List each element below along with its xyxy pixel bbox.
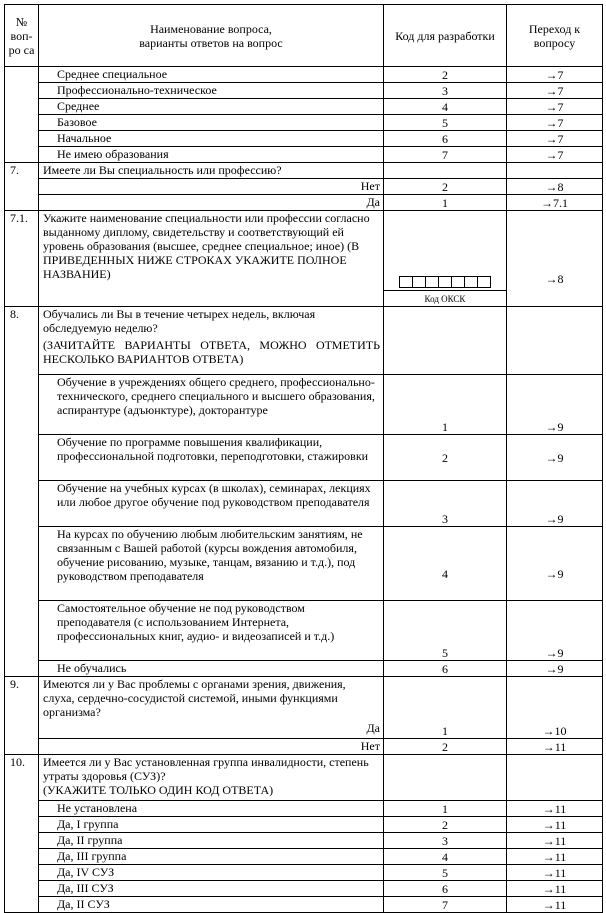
q8-option-code[interactable]: 6 — [384, 661, 507, 677]
q6-option-go: →7 — [507, 147, 603, 163]
q10-option-code[interactable]: 4 — [384, 849, 507, 865]
q10-option-code[interactable]: 6 — [384, 881, 507, 897]
q10-option-go: →11 — [507, 801, 603, 817]
header-row — [5, 5, 603, 67]
q71-question-text: Укажите наименование специальности или профессии согласно выданному диплому, свидетельству и соответствующий ей уровень образования (высшее, среднее специальное; иное) (В ПРИВЕДЕННЫХ НИЖЕ СТРОКАХ УКАЖИТЕ ПОЛНОЕ НАЗВАНИЕ) — [39, 211, 384, 307]
header-name — [39, 5, 384, 67]
ocsk-box[interactable] — [477, 276, 491, 288]
q9-option-code[interactable]: 2 — [384, 739, 507, 755]
q9-option-label: Нет — [39, 739, 384, 755]
q71-row — [5, 211, 603, 307]
q7-question-text: Имеете ли Вы специальность или профессию? — [39, 163, 384, 179]
q10-option-row — [5, 849, 603, 865]
q7-go-cell — [507, 163, 603, 179]
q9-option-row — [5, 739, 603, 755]
q6-option-code[interactable]: 3 — [384, 83, 507, 99]
q6-option-label: Не имею образования — [39, 147, 384, 163]
q6-option-label: Профессионально-техническое — [39, 83, 384, 99]
q6-option-go: →7 — [507, 67, 603, 83]
q10-option-go: →11 — [507, 897, 603, 913]
q7-number: 7. — [5, 163, 39, 211]
q6-option-row — [5, 99, 603, 115]
q10-option-row — [5, 801, 603, 817]
q7-option-code[interactable]: 1 — [384, 195, 507, 211]
q9-option-code[interactable]: 1 — [384, 677, 507, 739]
q6-option-code[interactable]: 7 — [384, 147, 507, 163]
q9-number: 9. — [5, 677, 39, 755]
q8-code-cell — [384, 307, 507, 375]
q7-option-code[interactable]: 2 — [384, 179, 507, 195]
q8-option-label: Самостоятельное обучение не под руководством преподавателя (с использованием Интернета, профессиональных книг, аудио- и видеозаписей и т.д.) — [39, 601, 384, 661]
q6-option-label: Начальное — [39, 131, 384, 147]
q7-option-label: Да — [39, 195, 384, 211]
q7-option-row — [5, 195, 603, 211]
q8-option-go: →9 — [507, 661, 603, 677]
q8-number: 8. — [5, 307, 39, 677]
q10-option-row — [5, 833, 603, 849]
ocsk-box[interactable] — [464, 276, 478, 288]
q7-code-cell — [384, 163, 507, 179]
ocsk-box[interactable] — [425, 276, 439, 288]
q6-option-row — [5, 83, 603, 99]
q10-number: 10. — [5, 755, 39, 913]
ocsk-box[interactable] — [399, 276, 413, 288]
q10-option-row — [5, 897, 603, 913]
q8-option-code[interactable]: 2 — [384, 435, 507, 481]
header-code: Код для разработки — [384, 5, 507, 67]
q10-option-code[interactable]: 3 — [384, 833, 507, 849]
q8-question-cell — [39, 307, 384, 375]
ocsk-box[interactable] — [451, 276, 465, 288]
q10-option-code[interactable]: 2 — [384, 817, 507, 833]
q6-option-row — [5, 147, 603, 163]
q6-option-go: →7 — [507, 131, 603, 147]
q10-option-go: →11 — [507, 833, 603, 849]
q8-go-cell — [507, 307, 603, 375]
q10-option-label: Да, II группа — [39, 833, 384, 849]
q7-option-go: →7.1 — [507, 195, 603, 211]
q6-option-code[interactable]: 5 — [384, 115, 507, 131]
q6-option-row — [5, 115, 603, 131]
q6-option-row — [5, 67, 603, 83]
header-num: № воп-ро са — [5, 5, 39, 67]
q10-option-go: →11 — [507, 865, 603, 881]
q9-option-go: →11 — [507, 739, 603, 755]
q8-option-row — [5, 661, 603, 677]
ocsk-code-boxes[interactable] — [387, 276, 503, 288]
ocsk-box[interactable] — [438, 276, 452, 288]
q9-option-go: →10 — [507, 677, 603, 739]
q6-option-label: Среднее — [39, 99, 384, 115]
q71-number: 7.1. — [5, 211, 39, 307]
q7-option-row — [5, 179, 603, 195]
q6-option-go: →7 — [507, 99, 603, 115]
q10-option-code[interactable]: 7 — [384, 897, 507, 913]
q10-option-label: Да, III СУЗ — [39, 881, 384, 897]
q10-option-go: →11 — [507, 849, 603, 865]
q8-option-code[interactable]: 4 — [384, 527, 507, 601]
q10-option-code[interactable]: 1 — [384, 801, 507, 817]
q10-option-code[interactable]: 5 — [384, 865, 507, 881]
q8-option-row — [5, 527, 603, 601]
q10-option-label: Да, II СУЗ — [39, 897, 384, 913]
q8-option-go: →9 — [507, 527, 603, 601]
header-go: Переход к вопросу — [507, 5, 603, 67]
q9-question-row — [5, 677, 603, 739]
q8-question-row — [5, 307, 603, 375]
header-name-line1: Наименование вопроса, — [150, 21, 272, 36]
q10-option-row — [5, 817, 603, 833]
q10-option-go: →11 — [507, 817, 603, 833]
q8-option-row — [5, 601, 603, 661]
ocsk-label: Код ОКСК — [384, 290, 506, 306]
q6-num-cell — [5, 67, 39, 163]
q10-option-label: Да, IV СУЗ — [39, 865, 384, 881]
q8-option-label: Обучение в учреждениях общего среднего, профессионально-технического, среднего специального и высшего образования, аспирантуре (адъюнктуре), докторантуре — [39, 375, 384, 435]
q8-question-text: Обучались ли Вы в течение четырех недель, включая обследуемую неделю? — [43, 307, 316, 335]
q71-go: →8 — [507, 211, 603, 307]
q8-option-go: →9 — [507, 375, 603, 435]
q8-option-label: Обучение на учебных курсах (в школах), семинарах, лекциях или любое другое обучение под руководством преподавателя — [39, 481, 384, 527]
q6-option-label: Среднее специальное — [39, 67, 384, 83]
q8-option-row — [5, 375, 603, 435]
q10-option-row — [5, 865, 603, 881]
q10-code-cell — [384, 755, 507, 801]
q6-option-code[interactable]: 4 — [384, 99, 507, 115]
q8-option-label: Не обучались — [39, 661, 384, 677]
header-name-line2: варианты ответов на вопрос — [139, 35, 283, 50]
ocsk-box[interactable] — [412, 276, 426, 288]
q8-option-row — [5, 435, 603, 481]
q10-question-text: Имеется ли у Вас установленная группа инвалидности, степень утраты здоровья (СУЗ)? — [43, 755, 369, 783]
q6-option-row — [5, 131, 603, 147]
q10-question-cell — [39, 755, 384, 801]
q8-option-code[interactable]: 3 — [384, 481, 507, 527]
q6-option-code[interactable]: 2 — [384, 67, 507, 83]
q8-option-go: →9 — [507, 481, 603, 527]
q71-ocsk-cell — [384, 211, 507, 307]
q10-option-label: Да, III группа — [39, 849, 384, 865]
q8-option-row — [5, 481, 603, 527]
q10-option-label: Да, I группа — [39, 817, 384, 833]
q8-option-label: На курсах по обучению любым любительским занятиям, не связанным с Вашей работой (курсы вождения автомобиля, обучение рисованию, музыке, танцам, вязанию и т.д.), под руководством преподавателя — [39, 527, 384, 601]
q6-option-code[interactable]: 6 — [384, 131, 507, 147]
q8-option-go: →9 — [507, 435, 603, 481]
q7-question-row — [5, 163, 603, 179]
questionnaire-table — [4, 4, 603, 913]
q9-question-text: Имеются ли у Вас проблемы с органами зрения, движения, слуха, сердечно-сосудистой системой, иными функциями организма? — [43, 677, 346, 719]
q8-question-note: (ЗАЧИТАЙТЕ ВАРИАНТЫ ОТВЕТА, МОЖНО ОТМЕТИТЬ НЕСКОЛЬКО ВАРИАНТОВ ОТВЕТА) — [43, 338, 380, 366]
q8-option-code[interactable]: 1 — [384, 375, 507, 435]
q10-go-cell — [507, 755, 603, 801]
q7-option-go: →8 — [507, 179, 603, 195]
q10-option-row — [5, 881, 603, 897]
q9-option-label: Да — [366, 721, 380, 735]
q6-option-go: →7 — [507, 115, 603, 131]
q8-option-go: →9 — [507, 601, 603, 661]
q10-question-row — [5, 755, 603, 801]
q7-option-label: Нет — [39, 179, 384, 195]
q6-option-label: Базовое — [39, 115, 384, 131]
q8-option-label: Обучение по программе повышения квалификации, профессиональной подготовки, переподготовки, стажировки — [39, 435, 384, 481]
q9-question-cell — [39, 677, 384, 739]
q6-option-go: →7 — [507, 83, 603, 99]
q8-option-code[interactable]: 5 — [384, 601, 507, 661]
q10-option-go: →11 — [507, 881, 603, 897]
q10-question-note: (УКАЖИТЕ ТОЛЬКО ОДИН КОД ОТВЕТА) — [43, 783, 274, 797]
q10-option-label: Не установлена — [39, 801, 384, 817]
